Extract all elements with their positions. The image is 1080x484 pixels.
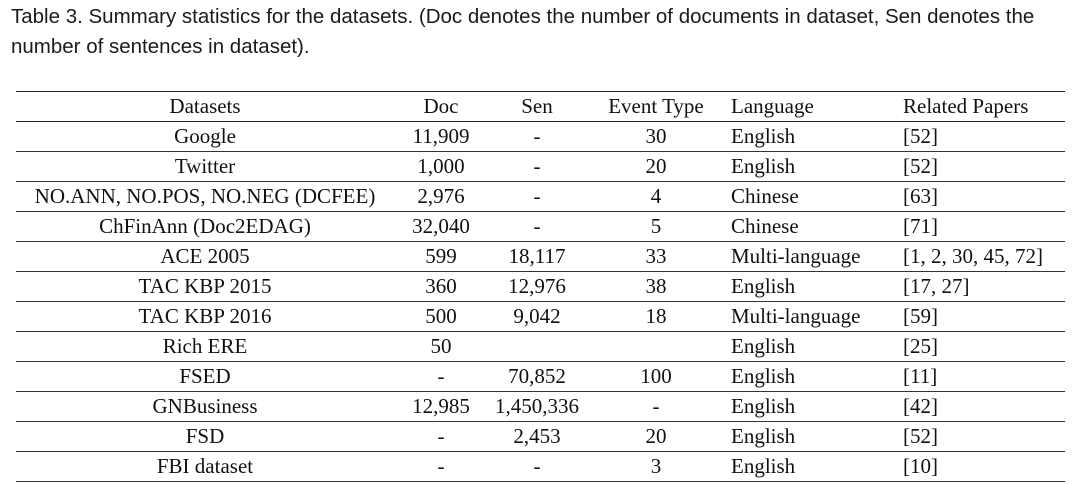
dataset-summary-table — [16, 91, 1065, 482]
cell-language: English — [731, 394, 796, 418]
cell-language: Multi-language — [731, 304, 861, 328]
cell-dataset: GNBusiness — [152, 394, 258, 418]
cell-sen: 1,450,336 — [495, 394, 579, 418]
cell-event-type: 38 — [645, 274, 667, 298]
cell-related-papers: [52] — [903, 154, 938, 178]
cell-event-type: 20 — [645, 154, 667, 178]
cell-language: Multi-language — [731, 244, 861, 268]
header-event-type: Event Type — [608, 94, 704, 118]
table-caption: Table 3. Summary statistics for the datasets. (Doc denotes the number of documents in dataset, Sen denotes the number of sentences in dataset). — [11, 5, 1035, 58]
table-row — [16, 242, 1065, 272]
table-header — [16, 92, 1065, 122]
cell-doc: - — [437, 364, 445, 388]
cell-related-papers: [17, 27] — [903, 274, 970, 298]
cell-dataset: TAC KBP 2016 — [138, 304, 272, 328]
cell-event-type — [586, 332, 726, 362]
cell-event-type: 4 — [650, 184, 662, 208]
cell-sen: - — [533, 124, 541, 148]
cell-doc: 599 — [425, 244, 457, 268]
cell-event-type: - — [652, 394, 660, 418]
table-row — [16, 302, 1065, 332]
cell-language: English — [731, 424, 796, 448]
cell-sen — [488, 332, 586, 362]
table-row — [16, 392, 1065, 422]
table-body — [16, 122, 1065, 482]
cell-doc: 1,000 — [417, 154, 465, 178]
cell-doc: 32,040 — [412, 214, 470, 238]
cell-sen: - — [533, 184, 541, 208]
cell-sen: 18,117 — [508, 244, 566, 268]
cell-sen: 70,852 — [508, 364, 566, 388]
cell-related-papers: [11] — [903, 364, 938, 388]
cell-dataset: ACE 2005 — [160, 244, 250, 268]
cell-language: Chinese — [731, 214, 799, 238]
table-row — [16, 332, 1065, 362]
cell-doc: 12,985 — [412, 394, 470, 418]
cell-related-papers: [42] — [903, 394, 938, 418]
cell-event-type: 30 — [645, 124, 667, 148]
cell-dataset: NO.ANN, NO.POS, NO.NEG (DCFEE) — [34, 184, 376, 208]
header-doc: Doc — [423, 94, 459, 118]
cell-doc: - — [437, 454, 445, 478]
cell-dataset: FSED — [179, 364, 231, 388]
cell-doc: 2,976 — [417, 184, 465, 208]
cell-doc: 11,909 — [412, 124, 470, 148]
cell-related-papers: [71] — [903, 214, 938, 238]
cell-sen: - — [533, 154, 541, 178]
cell-event-type: 3 — [650, 454, 662, 478]
cell-related-papers: [59] — [903, 304, 938, 328]
cell-language: English — [731, 124, 796, 148]
cell-language: Chinese — [731, 184, 799, 208]
cell-related-papers: [25] — [903, 334, 938, 358]
header-row — [16, 92, 1065, 122]
cell-sen: - — [533, 454, 541, 478]
table-row — [16, 122, 1065, 152]
cell-dataset: FBI dataset — [156, 454, 254, 478]
table-row — [16, 362, 1065, 392]
cell-language: English — [731, 154, 796, 178]
cell-dataset: ChFinAnn (Doc2EDAG) — [99, 214, 311, 238]
header-language: Language — [731, 94, 814, 118]
cell-event-type: 18 — [645, 304, 667, 328]
cell-language: English — [731, 454, 796, 478]
cell-doc: 360 — [425, 274, 457, 298]
table-row — [16, 212, 1065, 242]
cell-event-type: 100 — [640, 364, 672, 388]
cell-sen: 9,042 — [513, 304, 561, 328]
cell-dataset: TAC KBP 2015 — [138, 274, 272, 298]
cell-doc: 50 — [430, 334, 452, 358]
cell-dataset: FSD — [185, 424, 225, 448]
dataset-summary-table-container — [16, 91, 1065, 482]
cell-event-type: 20 — [645, 424, 667, 448]
header-sen: Sen — [521, 94, 553, 118]
cell-dataset: Rich ERE — [162, 334, 248, 358]
cell-dataset: Google — [174, 124, 236, 148]
cell-doc: - — [437, 424, 445, 448]
cell-related-papers: [1, 2, 30, 45, 72] — [903, 244, 1043, 268]
table-row — [16, 272, 1065, 302]
cell-related-papers: [63] — [903, 184, 938, 208]
table-row — [16, 422, 1065, 452]
cell-dataset: Twitter — [174, 154, 236, 178]
header-datasets: Datasets — [169, 94, 241, 118]
cell-language: English — [731, 334, 796, 358]
cell-related-papers: [10] — [903, 454, 938, 478]
cell-language: English — [731, 364, 796, 388]
table-row — [16, 152, 1065, 182]
cell-doc: 500 — [425, 304, 457, 328]
cell-language: English — [731, 274, 796, 298]
cell-related-papers: [52] — [903, 424, 938, 448]
cell-event-type: 33 — [645, 244, 667, 268]
header-related-papers: Related Papers — [903, 94, 1029, 118]
cell-event-type: 5 — [650, 214, 662, 238]
cell-sen: 12,976 — [508, 274, 566, 298]
table-row — [16, 452, 1065, 482]
cell-sen: - — [533, 214, 541, 238]
table-row — [16, 182, 1065, 212]
cell-sen: 2,453 — [513, 424, 561, 448]
cell-related-papers: [52] — [903, 124, 938, 148]
